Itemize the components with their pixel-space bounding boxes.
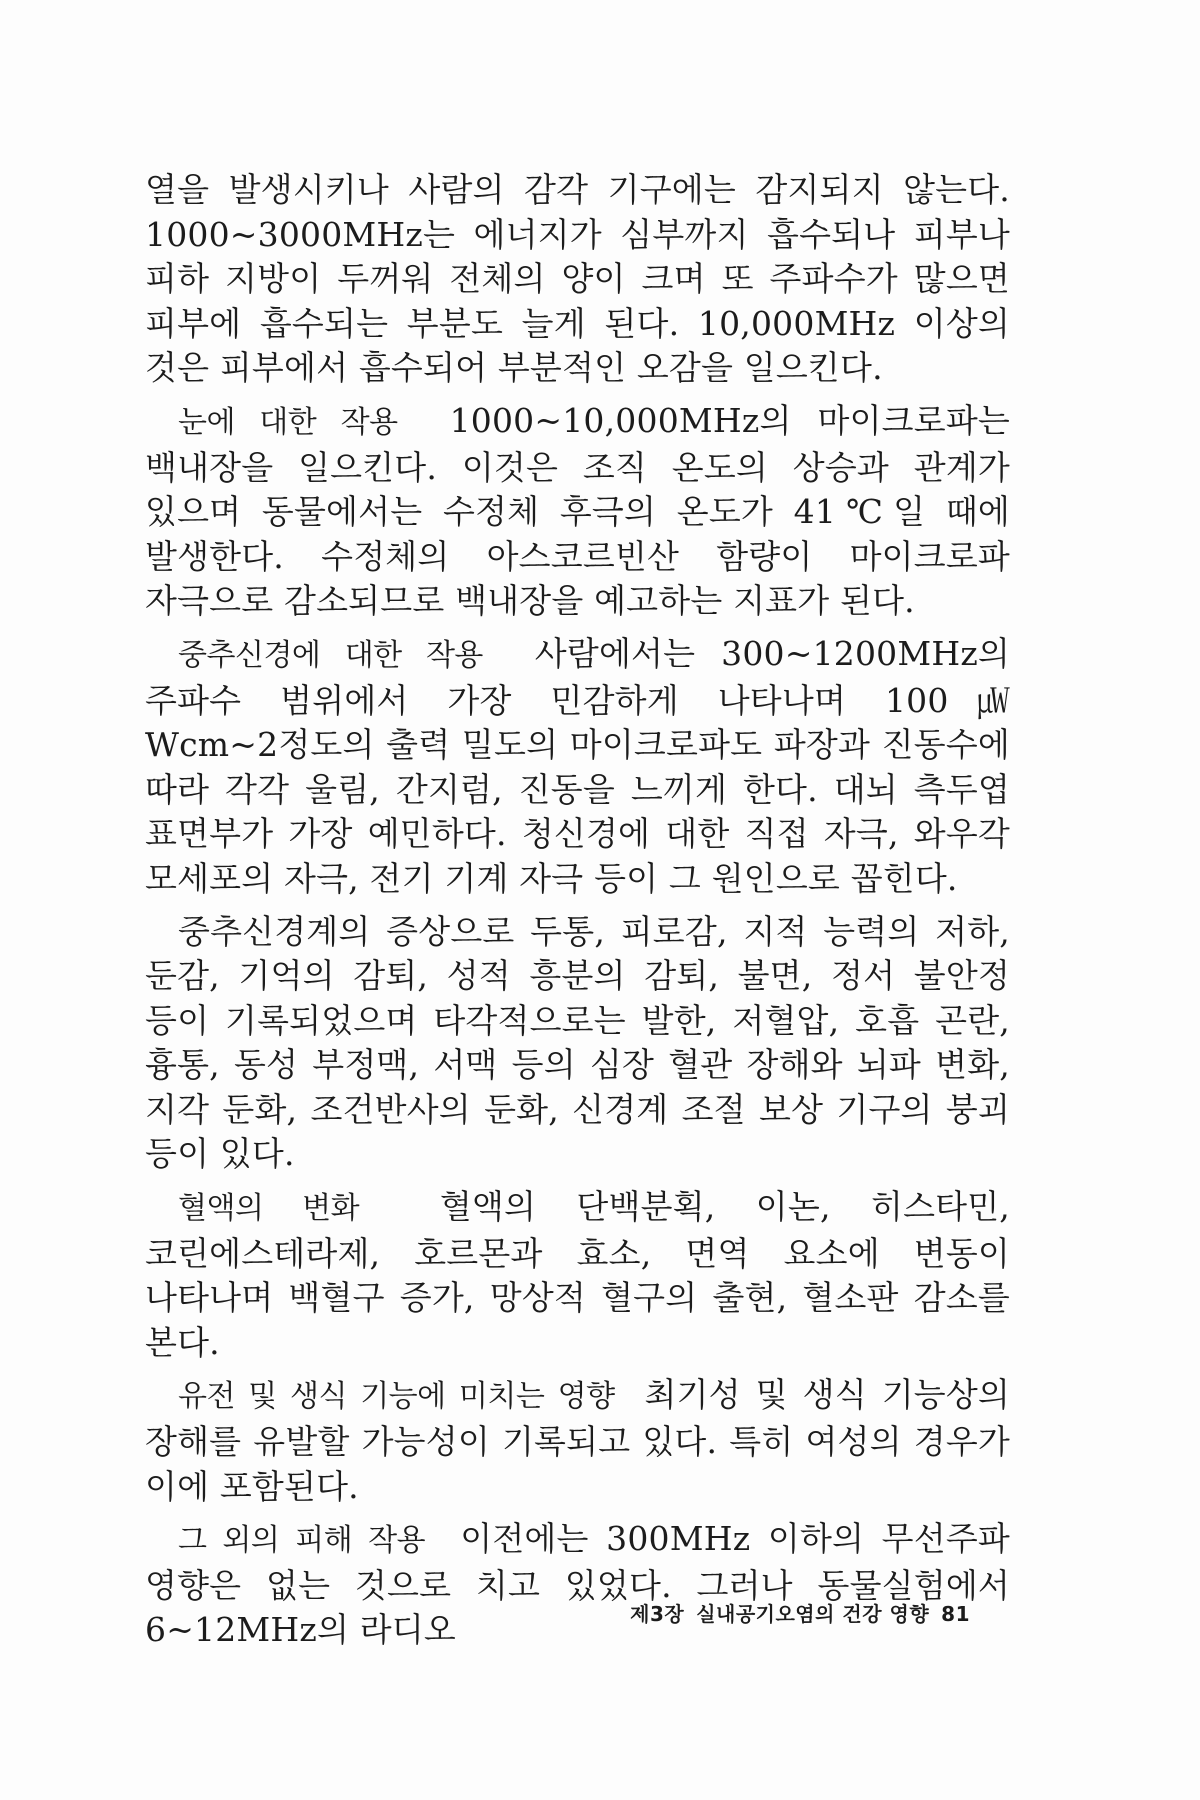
paragraph-heading: 눈에 대한 작용 [178, 404, 398, 440]
page-number: 81 [941, 1602, 970, 1626]
page-body [145, 168, 1010, 1661]
paragraph-heading: 혈액의 변화 [178, 1191, 360, 1227]
paragraph-text: 1000~10,000MHz의 마이크로파는 백내장을 일으킨다. 이것은 조직 온도의 상승과 관계가 있으며 동물에서는 수정체 후극의 온도가 41℃일 때에 발생한다. 수정체의 아스코르빈산 함량이 마이크로파 자극으로 감소되므로 백내장을 예고하는 지표가 된다. [145, 400, 1010, 621]
paragraph [145, 632, 1010, 902]
paragraph-heading: 유전 및 생식 기능에 미치는 영향 [178, 1379, 615, 1415]
paragraph [145, 910, 1010, 1178]
paragraph-text: 사람에서는 300~1200MHz의 주파수 범위에서 가장 민감하게 나타나며 100㎼Wcm~2정도의 출력 밀도의 마이크로파도 파장과 진동수에 따라 각각 울림, 간지럼, 진동을 느끼게 한다. 대뇌 측두엽 표면부가 가장 예민하다. 청신경에 대한 직접 자극, 와우각 모세포의 자극, 전기 기계 자극 등이 그 원인으로 꼽힌다. [145, 633, 1010, 898]
paragraph-text: 중추신경계의 증상으로 두통, 피로감, 지적 능력의 저하, 둔감, 기억의 감퇴, 성적 흥분의 감퇴, 불면, 정서 불안정 등이 기록되었으며 타각적으로는 발한, 저혈압, 호흡 곤란, 흉통, 동성 부정맥, 서맥 등의 심장 혈관 장해와 뇌파 변화, 지각 둔화, 조건반사의 둔화, 신경계 조절 보상 기구의 붕괴 등이 있다. [145, 911, 1010, 1174]
chapter-title: 실내공기오염의 건강 영향 [696, 1602, 930, 1626]
paragraph [145, 1517, 1010, 1653]
chapter-label: 제3장 [630, 1602, 685, 1626]
paragraph [145, 168, 1010, 391]
paragraph [145, 1185, 1010, 1365]
paragraph-text: 혈액의 단백분획, 이논, 히스타민, 코린에스테라제, 호르몬과 효소, 면역 요소에 변동이 나타나며 백혈구 증가, 망상적 혈구의 출현, 혈소판 감소를 본다. [145, 1187, 1010, 1362]
paragraph-text: 최기성 및 생식 기능상의 장해를 유발할 가능성이 기록되고 있다. 특히 여성의 경우가 이에 포함된다. [145, 1375, 1011, 1506]
paragraph-heading: 중추신경에 대한 작용 [178, 637, 483, 673]
paragraph [145, 399, 1010, 624]
paragraph-heading: 그 외의 피해 작용 [178, 1523, 426, 1559]
page-footer [630, 1598, 970, 1627]
paragraph-text: 열을 발생시키나 사람의 감각 기구에는 감지되지 않는다. 1000~3000MHz는 에너지가 심부까지 흡수되나 피부나 피하 지방이 두꺼워 전체의 양이 크며 또 주파수가 많으면 피부에 흡수되는 부분도 늘게 된다. 10,000MHz 이상의 것은 피부에서 흡수되어 부분적인 오감을 일으킨다. [145, 170, 1010, 388]
paragraph [145, 1373, 1010, 1509]
paragraph-text: 이전에는 300MHz 이하의 무선주파 영향은 없는 것으로 치고 있었다. 그러나 동물실험에서 6~12MHz의 라디오 [145, 1519, 1010, 1650]
